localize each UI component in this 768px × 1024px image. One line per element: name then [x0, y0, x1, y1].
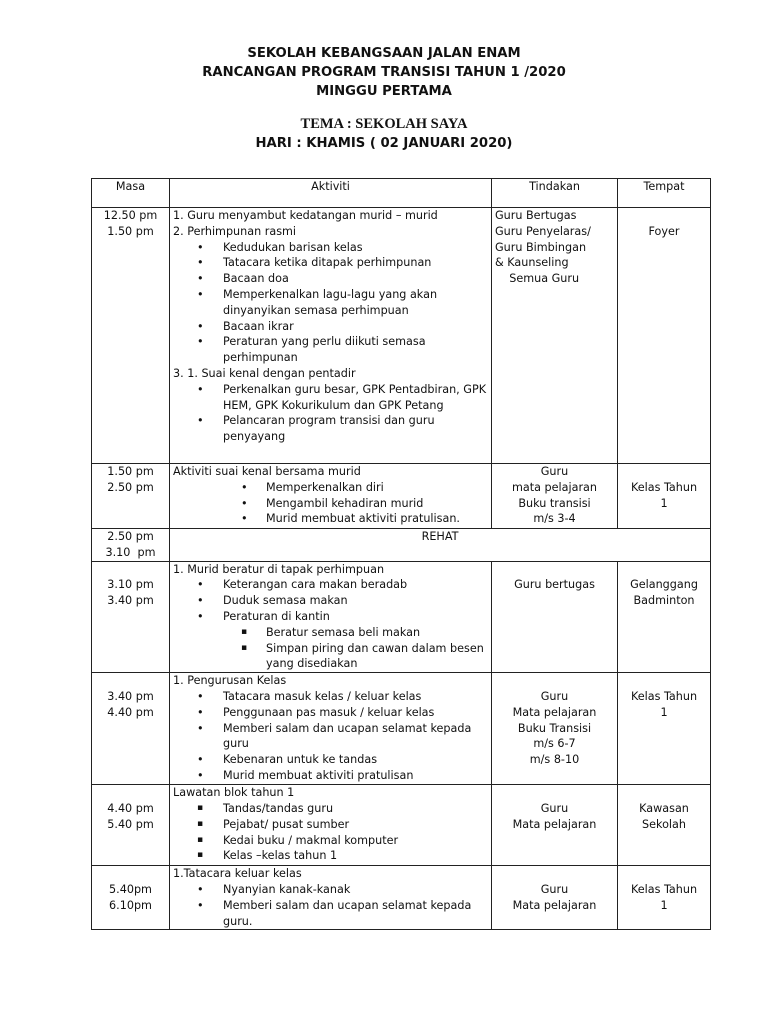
activity-line: 1. Pengurusan Kelas	[173, 674, 287, 688]
document-header	[0, 44, 768, 153]
column-header-masa: Masa	[92, 179, 170, 208]
list-item: ▪ Beratur semasa beli makan	[173, 625, 488, 641]
place-cell: Kawasan Sekolah	[618, 785, 711, 866]
place-cell: Kelas Tahun 1	[618, 464, 711, 529]
activity-line: Aktiviti suai kenal bersama murid	[173, 465, 361, 478]
program-title: RANCANGAN PROGRAM TRANSISI TAHUN 1 /2020	[202, 65, 566, 80]
list-item: • Peraturan yang perlu diikuti semasa perhimpunan	[173, 334, 488, 366]
list-item: • Perkenalkan guru besar, GPK Pentadbiran, GPK HEM, GPK Kokurikulum dan GPK Petang	[173, 382, 488, 414]
list-item: • Memberi salam dan ucapan selamat kepada guru.	[173, 898, 488, 930]
activity-cell	[170, 561, 492, 673]
activity-bullets	[173, 240, 488, 366]
table-row	[92, 561, 711, 673]
table-row	[92, 529, 711, 562]
table-row	[92, 785, 711, 866]
time-cell: 3.40 pm 4.40 pm	[92, 673, 170, 785]
list-item: • Memberi salam dan ucapan selamat kepada guru	[173, 721, 488, 753]
activity-line: 1. Guru menyambut kedatangan murid – murid	[173, 209, 438, 222]
list-item: • Duduk semasa makan	[173, 593, 488, 609]
action-cell: Guru bertugas	[492, 561, 618, 673]
list-item: • Peraturan di kantin	[173, 609, 488, 625]
column-header-tempat: Tempat	[618, 179, 711, 208]
activity-cell	[170, 464, 492, 529]
time-cell: 1.50 pm 2.50 pm	[92, 464, 170, 529]
activity-bullets	[173, 480, 488, 527]
activity-line: 2. Perhimpunan rasmi	[173, 224, 297, 238]
list-item: • Kedudukan barisan kelas	[173, 240, 488, 256]
day-title: HARI : KHAMIS ( 02 JANUARI 2020)	[255, 136, 513, 151]
list-item: • Nyanyian kanak-kanak	[173, 882, 488, 898]
activity-bullets	[173, 577, 488, 624]
list-item: • Murid membuat aktiviti pratulisan	[173, 768, 488, 784]
activity-bullets	[173, 882, 488, 929]
action-cell: Guru Mata pelajaran	[492, 785, 618, 866]
time-cell: 12.50 pm 1.50 pm	[92, 208, 170, 464]
activity-line: 3. 1. Suai kenal dengan pentadir	[173, 366, 356, 380]
activity-line: 1.Tatacara keluar kelas	[173, 867, 302, 881]
time-cell: 5.40pm 6.10pm	[92, 866, 170, 930]
time-cell: 2.50 pm 3.10 pm	[92, 529, 170, 562]
list-item: • Murid membuat aktiviti pratulisan.	[173, 511, 488, 527]
list-item: • Keterangan cara makan beradab	[173, 577, 488, 593]
list-item: ▪ Simpan piring dan cawan dalam besen yang disediakan	[173, 641, 488, 673]
action-cell: Guru Bertugas Guru Penyelaras/ Guru Bimbingan & Kaunseling Semua Guru	[492, 208, 618, 464]
schedule-table	[91, 178, 711, 930]
list-item: • Bacaan ikrar	[173, 319, 488, 335]
list-item: • Tatacara ketika ditapak perhimpunan	[173, 255, 488, 271]
table-row	[92, 673, 711, 785]
list-item: ▪ Kedai buku / makmal komputer	[173, 833, 488, 849]
time-cell: 4.40 pm 5.40 pm	[92, 785, 170, 866]
activity-bullets	[173, 689, 488, 784]
table-row	[92, 464, 711, 529]
column-header-aktiviti: Aktiviti	[170, 179, 492, 208]
list-item: ▪ Tandas/tandas guru	[173, 801, 488, 817]
list-item: • Mengambil kehadiran murid	[173, 496, 488, 512]
list-item: ▪ Kelas –kelas tahun 1	[173, 848, 488, 864]
action-cell: Guru mata pelajaran Buku transisi m/s 3-4	[492, 464, 618, 529]
list-item: • Bacaan doa	[173, 271, 488, 287]
activity-line: 1. Murid beratur di tapak perhimpuan	[173, 562, 385, 576]
break-label: REHAT	[170, 529, 711, 562]
place-cell: Gelanggang Badminton	[618, 561, 711, 673]
activity-cell	[170, 673, 492, 785]
activity-subbullets	[173, 625, 488, 672]
place-cell: Kelas Tahun 1	[618, 673, 711, 785]
table-header-row	[92, 179, 711, 208]
week-title: MINGGU PERTAMA	[316, 84, 452, 99]
school-name: SEKOLAH KEBANGSAAN JALAN ENAM	[247, 46, 521, 61]
theme-title: TEMA : SEKOLAH SAYA	[300, 116, 468, 132]
activity-bullets	[173, 382, 488, 445]
activity-cell	[170, 866, 492, 930]
list-item: • Kebenaran untuk ke tandas	[173, 752, 488, 768]
column-header-tindakan: Tindakan	[492, 179, 618, 208]
place-cell: Kelas Tahun 1	[618, 866, 711, 930]
table-row	[92, 866, 711, 930]
list-item: • Tatacara masuk kelas / keluar kelas	[173, 689, 488, 705]
activity-cell	[170, 785, 492, 866]
place-cell: Foyer	[618, 208, 711, 464]
list-item: • Memperkenalkan lagu-lagu yang akan dinyanyikan semasa perhimpuan	[173, 287, 488, 319]
list-item: ▪ Pejabat/ pusat sumber	[173, 817, 488, 833]
table-row	[92, 208, 711, 464]
activity-line: Lawatan blok tahun 1	[173, 786, 295, 800]
activity-cell	[170, 208, 492, 464]
list-item: • Memperkenalkan diri	[173, 480, 488, 496]
activity-subbullets	[173, 801, 488, 864]
action-cell: Guru Mata pelajaran Buku Transisi m/s 6-7 m/s 8-10	[492, 673, 618, 785]
list-item: • Penggunaan pas masuk / keluar kelas	[173, 705, 488, 721]
time-cell: 3.10 pm 3.40 pm	[92, 561, 170, 673]
list-item: • Pelancaran program transisi dan guru penyayang	[173, 413, 488, 445]
action-cell: Guru Mata pelajaran	[492, 866, 618, 930]
